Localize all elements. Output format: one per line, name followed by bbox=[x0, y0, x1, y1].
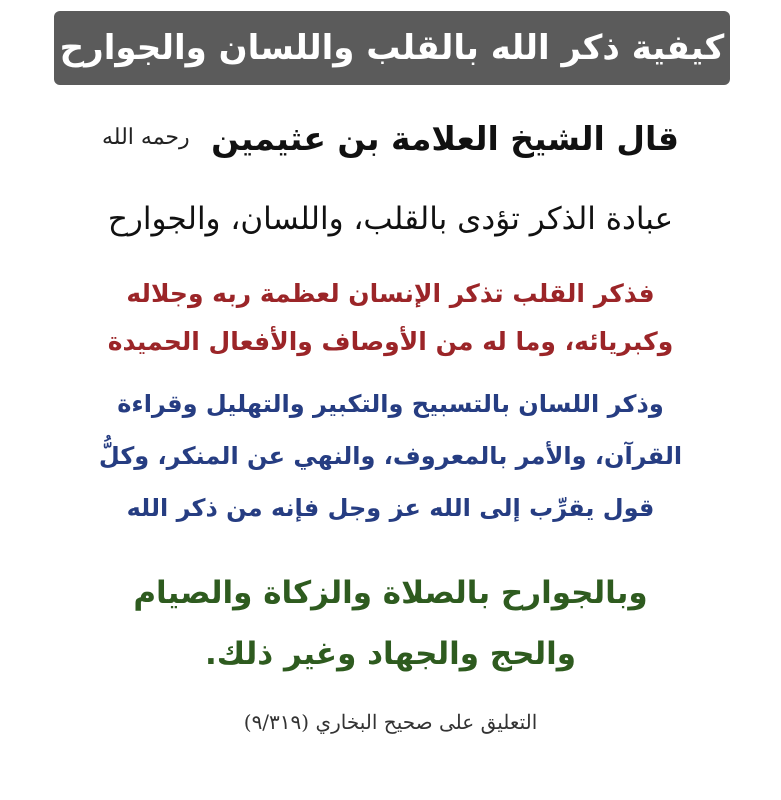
attribution-line bbox=[20, 113, 761, 163]
intro-line: عبادة الذكر تؤدى بالقلب، واللسان، والجوارح bbox=[107, 201, 674, 237]
tongue-line: القرآن، والأمر بالمعروف، والنهي عن المنكر، وكلُّ bbox=[98, 442, 683, 470]
honorific-text: رحمه الله bbox=[102, 125, 190, 150]
page-title: كيفية ذكر الله بالقلب واللسان والجوارح bbox=[59, 28, 725, 68]
tongue-line: وذكر اللسان بالتسبيح والتكبير والتهليل وقراءة bbox=[117, 390, 664, 418]
limbs-line: وبالجوارح بالصلاة والزكاة والصيام bbox=[133, 575, 648, 611]
limbs-line: والحج والجهاد وغير ذلك. bbox=[204, 636, 577, 672]
attribution-text: قال الشيخ العلامة بن عثيمين bbox=[211, 119, 679, 158]
source-citation: التعليق على صحيح البخاري (٩/٣١٩) bbox=[243, 710, 538, 734]
heart-line: فذكر القلب تذكر الإنسان لعظمة ربه وجلاله bbox=[126, 279, 655, 308]
title-banner bbox=[54, 11, 730, 85]
tongue-line: قول يقرِّب إلى الله عز وجل فإنه من ذكر الله bbox=[126, 494, 655, 522]
heart-line: وكبريائه، وما له من الأوصاف والأفعال الحميدة bbox=[107, 327, 674, 356]
